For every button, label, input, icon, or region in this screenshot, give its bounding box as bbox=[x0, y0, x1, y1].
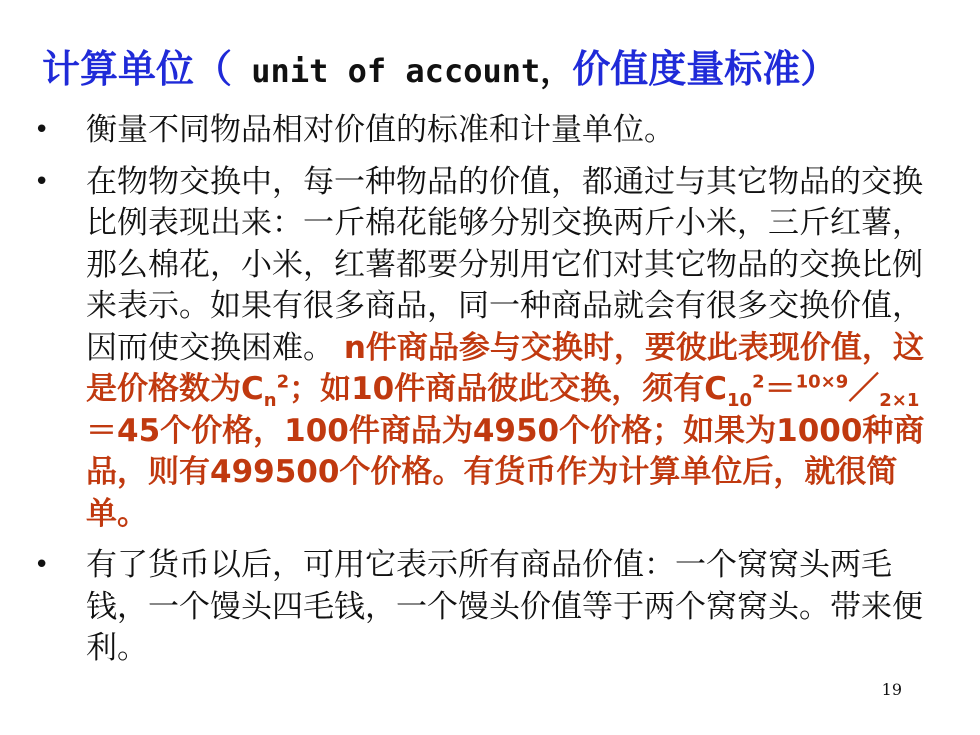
bullet-dot: • bbox=[34, 166, 50, 197]
title-part-2: unit of account， bbox=[232, 52, 573, 90]
bullet-item-2 bbox=[30, 162, 950, 536]
bullet-list bbox=[30, 110, 950, 680]
fraction-slash: ／ bbox=[848, 371, 880, 407]
bullet-dot: • bbox=[34, 550, 50, 580]
title-part-3: 价值度量标准） bbox=[572, 47, 839, 91]
slide-title bbox=[42, 38, 972, 93]
highlight-text-4: ＝45个价格，100件商品为4950个价格；如果为1000种商品，则有499500个价格。有货币作为计算单位后，就很简单。 bbox=[86, 412, 925, 532]
subscript-n: n bbox=[263, 390, 277, 412]
bullet-text-1: 衡量不同物品相对价值的标准和计量单位。 bbox=[86, 112, 675, 148]
bullet-dot: • bbox=[34, 115, 50, 145]
fraction-numerator: 10×9 bbox=[795, 371, 849, 393]
title-part-1: 计算单位（ bbox=[42, 47, 233, 91]
superscript-2b: 2 bbox=[752, 371, 765, 393]
bullet-text-3: 有了货币以后，可用它表示所有商品价值：一个窝窝头两毛钱，一个馒头四毛钱，一个馒头价值等于两个窝窝头。带来便利。 bbox=[86, 547, 923, 666]
subscript-10: 10 bbox=[727, 390, 753, 412]
bullet-text-2: 在物物交换中，每一种物品的价值，都通过与其它物品的交换比例表现出来：一斤棉花能够分别交换两斤小米，三斤红薯，那么棉花，小米，红薯都要分别用它们对其它物品的交换比例来表示。如果有很多商品，同一种商品就会有很多交换价值，因而使交换困难。 bbox=[86, 163, 923, 366]
highlight-text-1: n件商品参与交换时，要彼此表现价值，这是价格数为C bbox=[86, 329, 924, 407]
fraction-times: ×1 bbox=[891, 390, 920, 412]
superscript-2: 2 bbox=[276, 371, 290, 393]
highlight-text-3: ＝ bbox=[764, 371, 796, 407]
bullet-item-3 bbox=[30, 545, 950, 670]
fraction-denominator: 2 bbox=[879, 390, 892, 412]
highlight-text-2: ；如10件商品彼此交换，须有C bbox=[289, 371, 727, 407]
bullet-item-1 bbox=[30, 110, 950, 152]
page-number: 19 bbox=[881, 680, 902, 699]
